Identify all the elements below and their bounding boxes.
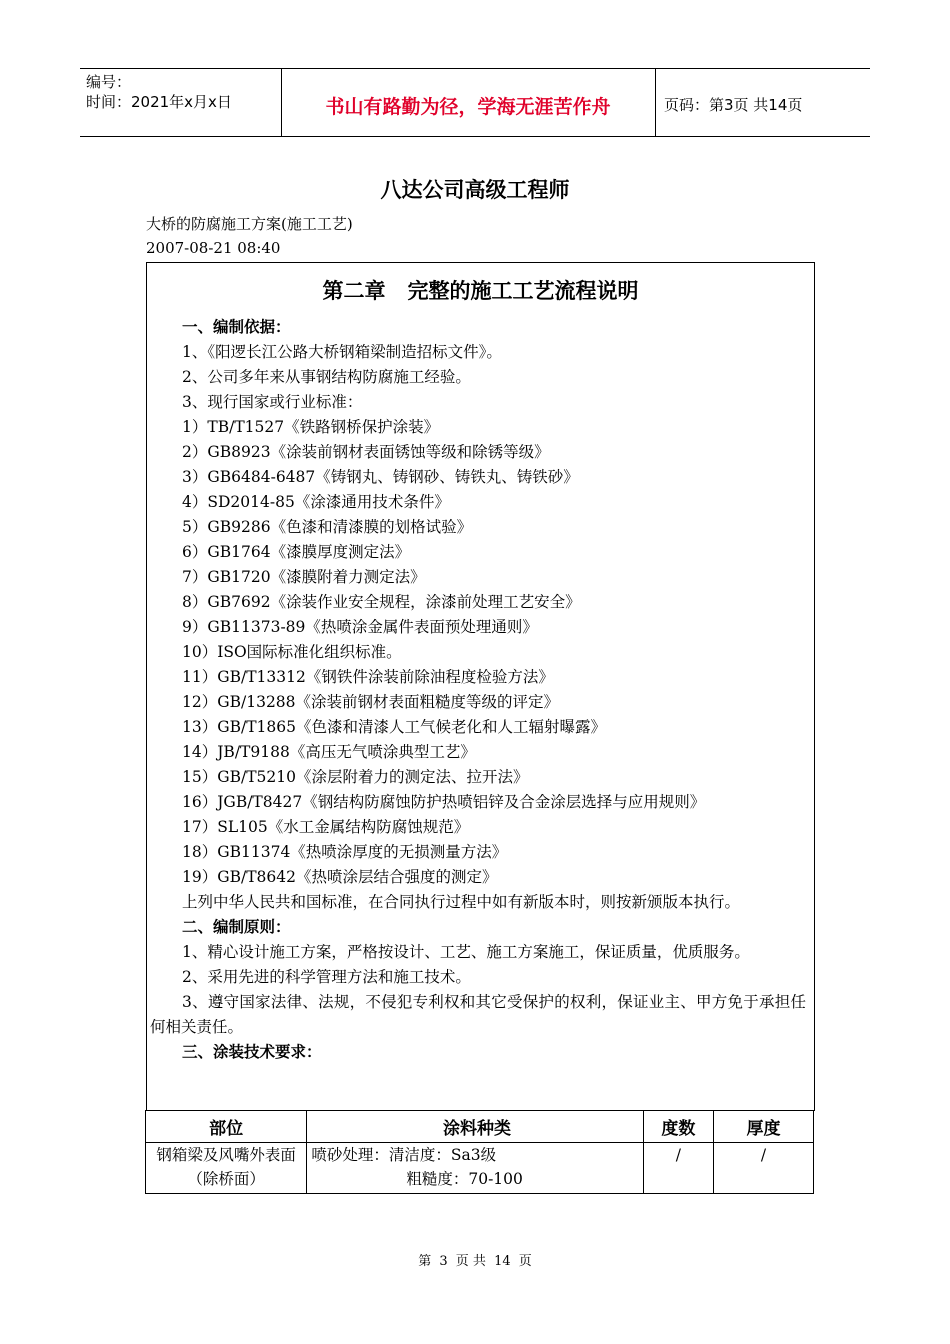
cell-part	[146, 1143, 307, 1194]
section-heading: 三、涂装技术要求：	[182, 1043, 322, 1061]
document-title: 八达公司高级工程师	[380, 178, 570, 202]
cell-thickness: /	[714, 1143, 814, 1194]
column-header-degree: 度数	[643, 1111, 713, 1143]
column-header-coating: 涂料种类	[307, 1111, 643, 1143]
list-item: 13）GB/T1865《色漆和清漆人工气候老化和人工辐射曝露》	[182, 718, 607, 736]
coating-spec-table	[145, 1110, 814, 1194]
list-item: 5）GB9286《色漆和清漆膜的划格试验》	[182, 518, 473, 536]
list-item: 3）GB6484-6487《铸钢丸、铸钢砂、铸铁丸、铸铁砂》	[182, 468, 579, 486]
list-item: 11）GB/T13312《钢铁件涂装前除油程度检验方法》	[182, 668, 554, 686]
list-item: 1、《阳逻长江公路大桥钢箱梁制造招标文件》。	[182, 343, 502, 361]
list-item: 19）GB/T8642《热喷涂层结合强度的测定》	[182, 868, 498, 886]
list-item: 2、采用先进的科学管理方法和施工技术。	[182, 968, 471, 986]
cell-degree: /	[643, 1143, 713, 1194]
list-item: 1、精心设计施工方案，严格按设计、工艺、施工方案施工，保证质量，优质服务。	[182, 943, 750, 961]
list-item: 3、遵守国家法律、法规，不侵犯专利权和其它受保护的权利，保证业主、甲方免于承担任何相关责任。	[150, 993, 806, 1036]
header-page-label: 页码：第3页 共14页	[664, 96, 803, 114]
header-divider	[655, 68, 656, 136]
footer-text: 页	[518, 1254, 532, 1269]
column-header-thickness: 厚度	[714, 1111, 814, 1143]
page-footer	[0, 1250, 950, 1269]
cell-coating	[307, 1143, 643, 1194]
part-line: （除桥面）	[187, 1170, 265, 1188]
coating-line: 喷砂处理：清洁度：Sa3级	[311, 1146, 497, 1164]
footer-text: 第	[418, 1254, 432, 1269]
header-bottom-rule	[80, 136, 870, 137]
list-item: 1）TB/T1527《铁路钢桥保护涂装》	[182, 418, 440, 436]
chapter-body	[150, 315, 806, 1065]
list-item: 8）GB7692《涂装作业安全规程，涂漆前处理工艺安全》	[182, 593, 581, 611]
list-item: 3、现行国家或行业标准：	[182, 393, 363, 411]
footer-page-number: 3	[439, 1254, 448, 1269]
header-motto: 书山有路勤为径，学海无涯苦作舟	[325, 96, 611, 118]
list-item: 6）GB1764《漆膜厚度测定法》	[182, 543, 411, 561]
document-subtitle: 大桥的防腐施工方案(施工工艺)	[146, 215, 353, 233]
footer-page-total: 14	[494, 1254, 511, 1269]
list-item: 16）JGB/T8427《钢结构防腐蚀防护热喷铝锌及合金涂层选择与应用规则》	[182, 793, 706, 811]
doc-code-label: 编号：	[86, 73, 132, 91]
list-item: 2）GB8923《涂装前钢材表面锈蚀等级和除锈等级》	[182, 443, 550, 461]
table-header-row	[146, 1111, 814, 1143]
list-item: 17）SL105《水工金属结构防腐蚀规范》	[182, 818, 470, 836]
section-heading: 二、编制原则：	[182, 918, 291, 936]
document-datetime: 2007-08-21 08:40	[146, 239, 281, 257]
part-line: 钢箱梁及风嘴外表面	[156, 1146, 296, 1164]
column-header-part: 部位	[146, 1111, 307, 1143]
footer-text: 页 共	[455, 1254, 486, 1269]
list-item: 18）GB11374《热喷涂厚度的无损测量方法》	[182, 843, 508, 861]
list-item: 12）GB/13288《涂装前钢材表面粗糙度等级的评定》	[182, 693, 560, 711]
section-heading: 一、编制依据：	[182, 318, 291, 336]
list-item: 9）GB11373-89《热喷涂金属件表面预处理通则》	[182, 618, 538, 636]
header-top-rule	[80, 68, 870, 69]
list-item: 4）SD2014-85《涂漆通用技术条件》	[182, 493, 450, 511]
list-item: 15）GB/T5210《涂层附着力的测定法、拉开法》	[182, 768, 529, 786]
standards-note: 上列中华人民共和国标准，在合同执行过程中如有新版本时，则按新颁版本执行。	[182, 893, 741, 911]
list-item: 7）GB1720《漆膜附着力测定法》	[182, 568, 426, 586]
table-row	[146, 1143, 814, 1194]
chapter-title: 第二章 完整的施工工艺流程说明	[322, 279, 639, 303]
list-item: 14）JB/T9188《高压无气喷涂典型工艺》	[182, 743, 476, 761]
doc-time-label: 时间：2021年x月x日	[86, 93, 232, 111]
list-item: 2、公司多年来从事钢结构防腐施工经验。	[182, 368, 471, 386]
list-item: 10）ISO国际标准化组织标准。	[182, 643, 402, 661]
coating-line: 粗糙度：70-100	[406, 1170, 523, 1188]
